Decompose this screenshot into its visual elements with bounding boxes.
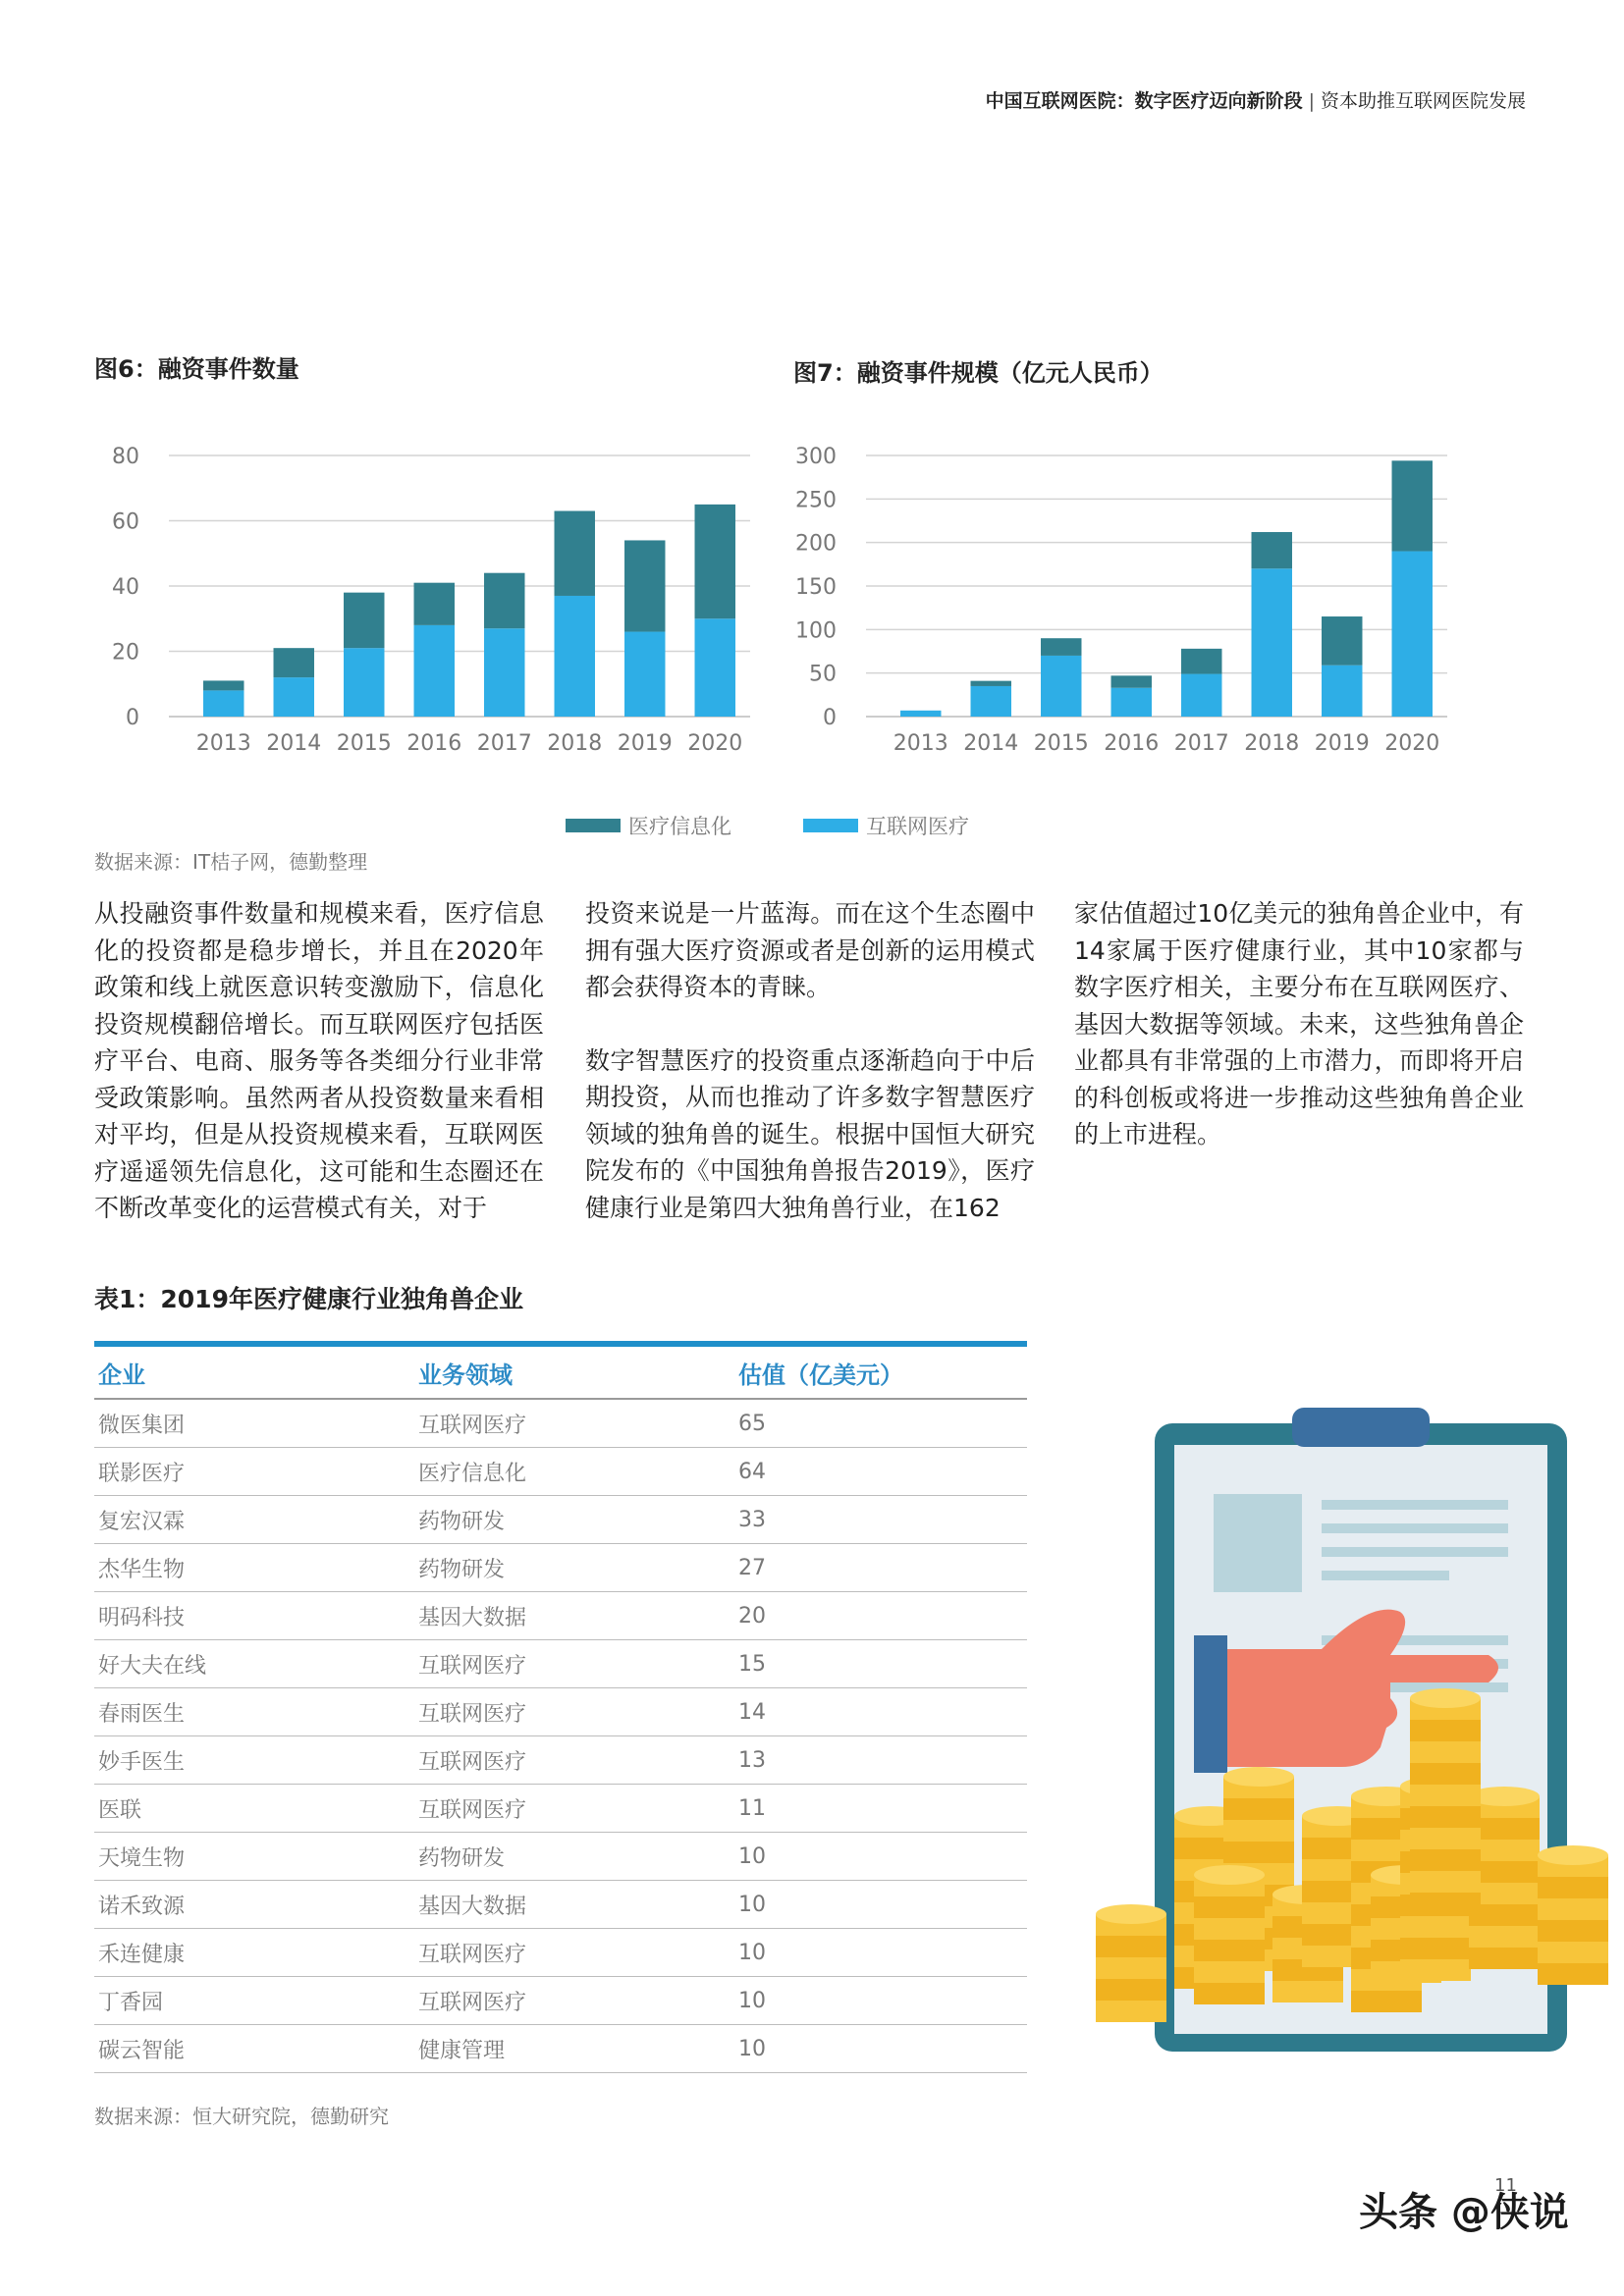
clipboard-coins-illustration [1076, 1404, 1624, 2110]
watermark: 头条 @侠说 [1359, 2190, 1569, 2235]
cell-valuation: 20 [734, 1592, 1027, 1640]
x-tick-label: 2016 [1104, 731, 1160, 756]
bar-segment [414, 583, 455, 625]
x-tick-label: 2015 [1033, 731, 1089, 756]
x-tick-label: 2016 [406, 731, 462, 756]
coin [1096, 1936, 1166, 1957]
legend-label-informatization: 医疗信息化 [628, 815, 731, 838]
coin [1096, 2001, 1166, 2022]
coin-top [1096, 1904, 1166, 1924]
coin [1351, 1991, 1422, 2012]
y-tick-label: 40 [112, 575, 139, 600]
figure6-title: 图6：融资事件数量 [94, 355, 299, 383]
x-tick-label: 2013 [195, 731, 251, 756]
coin [1469, 1926, 1540, 1948]
bar-segment [1181, 649, 1221, 674]
coin [1096, 1979, 1166, 2001]
cell-company: 医联 [94, 1785, 414, 1833]
cell-valuation: 10 [734, 1833, 1027, 1881]
coin [1272, 1981, 1343, 2002]
coin [1400, 1916, 1471, 1938]
cell-business: 互联网医疗 [414, 1399, 734, 1448]
cell-business: 互联网医疗 [414, 1736, 734, 1785]
cell-business: 药物研发 [414, 1544, 734, 1592]
bar-segment [900, 711, 941, 717]
cell-valuation: 10 [734, 1929, 1027, 1977]
legend-swatch-internet-medical [803, 819, 858, 832]
cell-valuation: 64 [734, 1448, 1027, 1496]
coin-top [1538, 1845, 1608, 1865]
coin [1538, 1942, 1608, 1963]
cell-valuation: 65 [734, 1399, 1027, 1448]
coin [1223, 1820, 1294, 1842]
coin [1194, 1983, 1265, 2004]
cell-valuation: 13 [734, 1736, 1027, 1785]
body-column-1 [94, 895, 544, 1263]
y-tick-label: 0 [823, 706, 837, 730]
cell-valuation: 27 [734, 1544, 1027, 1592]
cell-company: 联影医疗 [94, 1448, 414, 1496]
page-number: 11 [1494, 2175, 1517, 2196]
body-paragraph: 从投融资事件数量和规模来看，医疗信息化的投资都是稳步增长，并且在2020年政策和线上就医意识转变激励下，信息化投资规模翻倍增长。而互联网医疗包括医疗平台、电商、服务等各类细分行业非常受政策影响。虽然两者从投资数量来看相对平均，但是从投资规模来看，互联网医疗遥遥领先信息化，这可能和生态圈还在不断改革变化的运营模式有关，对于 [94, 899, 544, 1222]
section-title: 资本助推互联网医院发展 [1320, 90, 1526, 112]
bar-segment [344, 593, 384, 649]
table-row [94, 1833, 1027, 1881]
cell-company: 明码科技 [94, 1592, 414, 1640]
bar-segment [274, 648, 314, 677]
body-paragraph: 家估值超过10亿美元的独角兽企业中，有14家属于医疗健康行业，其中10家都与数字医疗相关，主要分布在互联网医疗、基因大数据等领域。未来，这些独角兽企业都具有非常强的上市潜力，而即将开启的科创板或将进一步推动这些独角兽企业的上市进程。 [1074, 899, 1524, 1148]
cell-valuation: 10 [734, 1881, 1027, 1929]
bar-segment [203, 680, 244, 690]
cell-company: 妙手医生 [94, 1736, 414, 1785]
coin [1410, 1828, 1481, 1849]
cell-business: 互联网医疗 [414, 1977, 734, 2025]
cell-valuation: 10 [734, 2025, 1027, 2073]
chart-financing-scale [791, 432, 1469, 795]
chart-financing-count [94, 432, 772, 795]
cell-company: 好大夫在线 [94, 1640, 414, 1688]
table-source: 数据来源：恒大研究院，德勤研究 [94, 2105, 389, 2128]
table-row [94, 1592, 1027, 1640]
table-row [94, 1496, 1027, 1544]
bar-segment [624, 540, 665, 631]
bar-segment [274, 677, 314, 717]
y-tick-label: 60 [112, 509, 139, 535]
coin [1538, 1920, 1608, 1942]
coin [1223, 1842, 1294, 1863]
cell-business: 互联网医疗 [414, 1640, 734, 1688]
running-header [986, 86, 1526, 113]
coin [1194, 1961, 1265, 1983]
x-tick-label: 2018 [547, 731, 603, 756]
coin [1400, 1938, 1471, 1959]
table-row [94, 1448, 1027, 1496]
cell-business: 互联网医疗 [414, 1688, 734, 1736]
bar-segment [624, 632, 665, 717]
y-tick-label: 200 [795, 531, 837, 557]
x-tick-label: 2020 [1384, 731, 1440, 756]
cell-business: 基因大数据 [414, 1881, 734, 1929]
bar-segment [555, 596, 595, 717]
bar-segment [971, 681, 1011, 686]
cell-valuation: 11 [734, 1785, 1027, 1833]
y-tick-label: 250 [795, 488, 837, 513]
bar-segment [1392, 460, 1433, 551]
cell-company: 微医集团 [94, 1399, 414, 1448]
table-row [94, 1544, 1027, 1592]
cell-valuation: 15 [734, 1640, 1027, 1688]
y-tick-label: 0 [126, 706, 139, 730]
bar-segment [1252, 568, 1292, 717]
legend-item-informatization [566, 811, 731, 840]
table-title: 表1：2019年医疗健康行业独角兽企业 [94, 1285, 523, 1313]
table-row [94, 1881, 1027, 1929]
coin [1538, 1877, 1608, 1898]
chart-source: 数据来源：IT桔子网，德勤整理 [94, 850, 368, 874]
cell-business: 药物研发 [414, 1496, 734, 1544]
cell-business: 药物研发 [414, 1833, 734, 1881]
bar-segment [414, 625, 455, 717]
coin [1410, 1806, 1481, 1828]
bar-segment [555, 511, 595, 596]
cell-company: 碳云智能 [94, 2025, 414, 2073]
cell-valuation: 14 [734, 1688, 1027, 1736]
coin [1410, 1871, 1481, 1893]
header-separator: | [1308, 90, 1315, 112]
bar-segment [1111, 675, 1152, 687]
coin [1410, 1785, 1481, 1806]
body-paragraph: 数字智慧医疗的投资重点逐渐趋向于中后期投资，从而也推动了许多数字智慧医疗领域的独角兽的诞生。根据中国恒大研究院发布的《中国独角兽报告2019》，医疗健康行业是第四大独角兽行业，在162 [585, 1045, 1035, 1222]
cell-company: 丁香园 [94, 1977, 414, 2025]
coin [1410, 1741, 1481, 1763]
cell-company: 禾连健康 [94, 1929, 414, 1977]
body-column-2 [585, 895, 1035, 1262]
x-tick-label: 2017 [1173, 731, 1229, 756]
coin [1194, 1940, 1265, 1961]
bar-segment [695, 505, 735, 618]
cell-company: 天境生物 [94, 1833, 414, 1881]
cell-company: 春雨医生 [94, 1688, 414, 1736]
x-tick-label: 2013 [893, 731, 948, 756]
bar-segment [203, 690, 244, 717]
cell-valuation: 10 [734, 1977, 1027, 2025]
table-row [94, 1736, 1027, 1785]
coin [1223, 1798, 1294, 1820]
y-tick-label: 20 [112, 640, 139, 666]
report-title: 中国互联网医院：数字医疗迈向新阶段 [985, 90, 1303, 112]
bar-segment [1041, 638, 1081, 656]
column-header-valuation: 估值（亿美元） [734, 1347, 1027, 1399]
bar-segment [484, 573, 524, 629]
coin [1410, 1849, 1481, 1871]
x-tick-label: 2018 [1244, 731, 1300, 756]
cell-business: 健康管理 [414, 2025, 734, 2073]
table-row [94, 1785, 1027, 1833]
bar-segment [1111, 688, 1152, 717]
coin [1538, 1898, 1608, 1920]
y-tick-label: 80 [112, 445, 139, 469]
cell-company: 杰华生物 [94, 1544, 414, 1592]
bar-segment [1322, 666, 1362, 717]
y-tick-label: 150 [795, 575, 837, 600]
coin [1469, 1948, 1540, 1969]
bar-segment [1181, 674, 1221, 717]
table-row [94, 1977, 1027, 2025]
cell-business: 基因大数据 [414, 1592, 734, 1640]
legend-swatch-informatization [566, 819, 621, 832]
bar-segment [344, 648, 384, 717]
coin [1538, 1963, 1608, 1985]
x-tick-label: 2014 [963, 731, 1019, 756]
bar-segment [484, 628, 524, 717]
cell-valuation: 33 [734, 1496, 1027, 1544]
coin-top [1194, 1865, 1265, 1885]
coin [1410, 1893, 1481, 1914]
column-header-business: 业务领域 [414, 1347, 734, 1399]
bar-segment [1252, 532, 1292, 568]
y-tick-label: 50 [809, 662, 837, 687]
coin-top [1410, 1688, 1481, 1708]
coin [1410, 1763, 1481, 1785]
table-row [94, 1399, 1027, 1448]
bar-segment [1392, 552, 1433, 717]
x-tick-label: 2019 [617, 731, 673, 756]
x-tick-label: 2017 [476, 731, 532, 756]
figure7-title: 图7：融资事件规模（亿元人民币） [793, 359, 1164, 387]
table-header-row [94, 1347, 1027, 1399]
cell-business: 互联网医疗 [414, 1785, 734, 1833]
cell-business: 互联网医疗 [414, 1929, 734, 1977]
legend-label-internet-medical: 互联网医疗 [866, 815, 969, 838]
cell-business: 医疗信息化 [414, 1448, 734, 1496]
bar-segment [971, 686, 1011, 717]
body-paragraph: 投资来说是一片蓝海。而在这个生态圈中拥有强大医疗资源或者是创新的运用模式都会获得资本的青睐。 [585, 899, 1035, 1001]
coin [1194, 1896, 1265, 1918]
table-row [94, 1640, 1027, 1688]
y-tick-label: 100 [795, 618, 837, 644]
coin [1400, 1959, 1471, 1981]
legend-item-internet-medical [803, 811, 969, 840]
bar-segment [1322, 616, 1362, 666]
x-tick-label: 2019 [1314, 731, 1370, 756]
table-row [94, 2025, 1027, 2073]
coin [1096, 1957, 1166, 1979]
coin-top [1223, 1767, 1294, 1787]
cell-company: 诺禾致源 [94, 1881, 414, 1929]
coin [1194, 1918, 1265, 1940]
body-column-3 [1074, 895, 1524, 1190]
bar-segment [695, 618, 735, 717]
cell-company: 复宏汉霖 [94, 1496, 414, 1544]
bar-segment [1041, 656, 1081, 717]
table-row [94, 1688, 1027, 1736]
x-tick-label: 2014 [266, 731, 322, 756]
y-tick-label: 300 [795, 445, 837, 469]
x-tick-label: 2020 [687, 731, 743, 756]
column-header-company: 企业 [94, 1347, 414, 1399]
x-tick-label: 2015 [336, 731, 392, 756]
table-row [94, 1929, 1027, 1977]
coin [1410, 1720, 1481, 1741]
unicorn-table [94, 1341, 1027, 2073]
